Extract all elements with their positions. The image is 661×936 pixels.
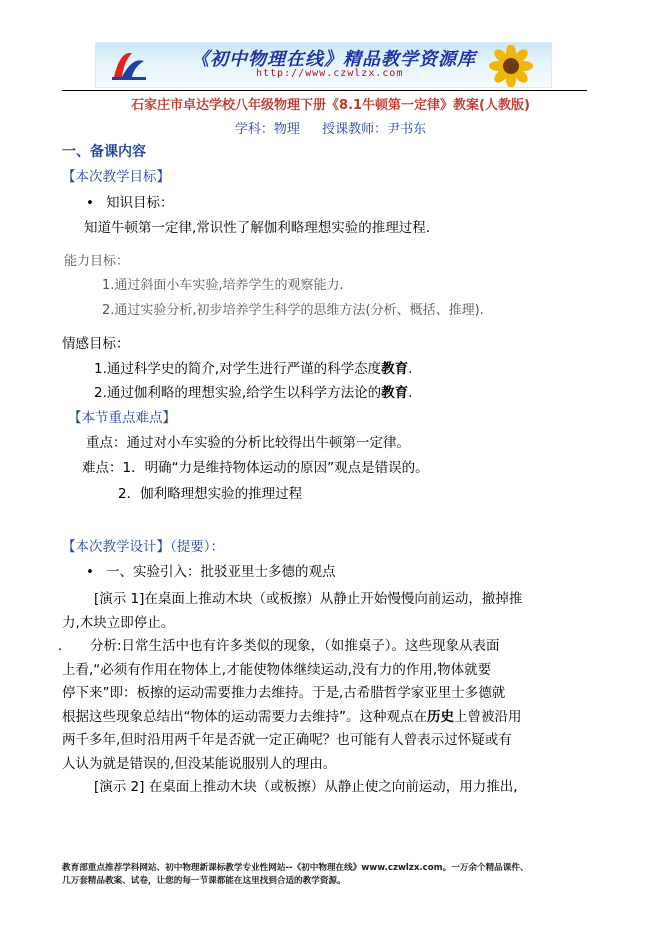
banner-url[interactable]: http://www.czwlzx.com — [256, 68, 404, 79]
document-meta — [0, 118, 661, 137]
ability-label: 能力目标： — [64, 254, 130, 269]
header-divider — [62, 90, 587, 91]
demo-1-line-a: [演示 1]在桌面上推动木块（或板擦）从静止开始慢慢向前运动，撤掉推 — [94, 591, 523, 607]
knowledge-text: 知道牛顿第一定律,常识性了解伽利略理想实验的推理过程. — [84, 220, 431, 236]
analysis-line-c: 停下来”即：板擦的运动需要推力去维持。于是,古希腊哲学家亚里士多德就 — [62, 685, 506, 701]
goals-heading: 【本次教学目标】 — [62, 169, 170, 185]
banner-title: 《初中物理在线》精品教学资源库 — [191, 49, 476, 70]
emotion-item-1: 1.通过科学史的简介,对学生进行严谨的科学态度教育. — [94, 361, 413, 377]
analysis-line-a: . 分析:日常生活中也有许多类似的现象，（如推桌子）。这些现象从表面 — [58, 638, 500, 654]
section-heading: 一、备课内容 — [62, 144, 146, 160]
document-title: 石家庄市卓达学校八年级物理下册《8.1牛顿第一定律》教案(人教版) — [131, 98, 530, 113]
footer-line-2: 几万套精品教案、试卷，让您的每一节课都能在这里找到合适的教学资源。 — [62, 876, 346, 886]
site-logo-icon — [110, 47, 148, 83]
teacher-label: 授课教师：尹书东 — [322, 122, 427, 137]
analysis-line-e: 两千多年,但时沿用两千年是否就一定正确呢？也可能有人曾表示过怀疑或有 — [62, 732, 512, 748]
analysis-line-b: 上看,“必须有作用在物体上,才能使物体继续运动,没有力的作用,物体就要 — [62, 661, 492, 678]
subject-label: 学科：物理 — [234, 122, 300, 137]
analysis-line-d: 根据这些现象总结出“物体的运动需要力去维持”。这种观点在历史上曾被沿用 — [62, 708, 522, 725]
emotion-label: 情感目标： — [62, 336, 130, 352]
step-1-heading: • 一、实验引入：批驳亚里士多德的观点 — [106, 563, 336, 582]
page-footer — [62, 862, 592, 888]
knowledge-label: • 知识目标： — [106, 194, 174, 213]
key-point-text: 重点：通过对小车实验的分析比较得出牛顿第一定律。 — [86, 435, 410, 451]
analysis-line-f: 人认为就是错误的,但没某能说服别人的理由。 — [62, 755, 337, 772]
difficulty-item-1: 难点：1．明确“力是维持物体运动的原因”观点是错误的。 — [82, 460, 429, 476]
demo-2-line: [演示 2] 在桌面上推动木块（或板擦）从静止使之向前运动，用力推出, — [94, 779, 518, 795]
emotion-item-2: 2.通过伽利略的理想实验,给学生以科学方法论的教育. — [94, 385, 413, 401]
footer-line-1: 教育部重点推荐学科网站、初中物理新课标教学专业性网站--《初中物理在线》www.czwlzx.com。一万余个精品课件、 — [62, 863, 529, 873]
header-banner — [95, 42, 552, 88]
body-paragraphs — [58, 588, 588, 800]
difficulty-item-2: 2．伽利略理想实验的推理过程 — [118, 486, 303, 502]
sunflower-icon — [481, 45, 541, 87]
ability-item-2: 2.通过实验分析,初步培养学生科学的思维方法(分析、概括、推理). — [102, 303, 484, 318]
key-points-heading: 【本节重点难点】 — [68, 410, 176, 426]
design-heading: 【本次教学设计】（提要）： — [62, 539, 224, 555]
demo-1-line-b: 力,木块立即停止。 — [62, 614, 175, 631]
ability-item-1: 1.通过斜面小车实验,培养学生的观察能力. — [102, 278, 344, 293]
